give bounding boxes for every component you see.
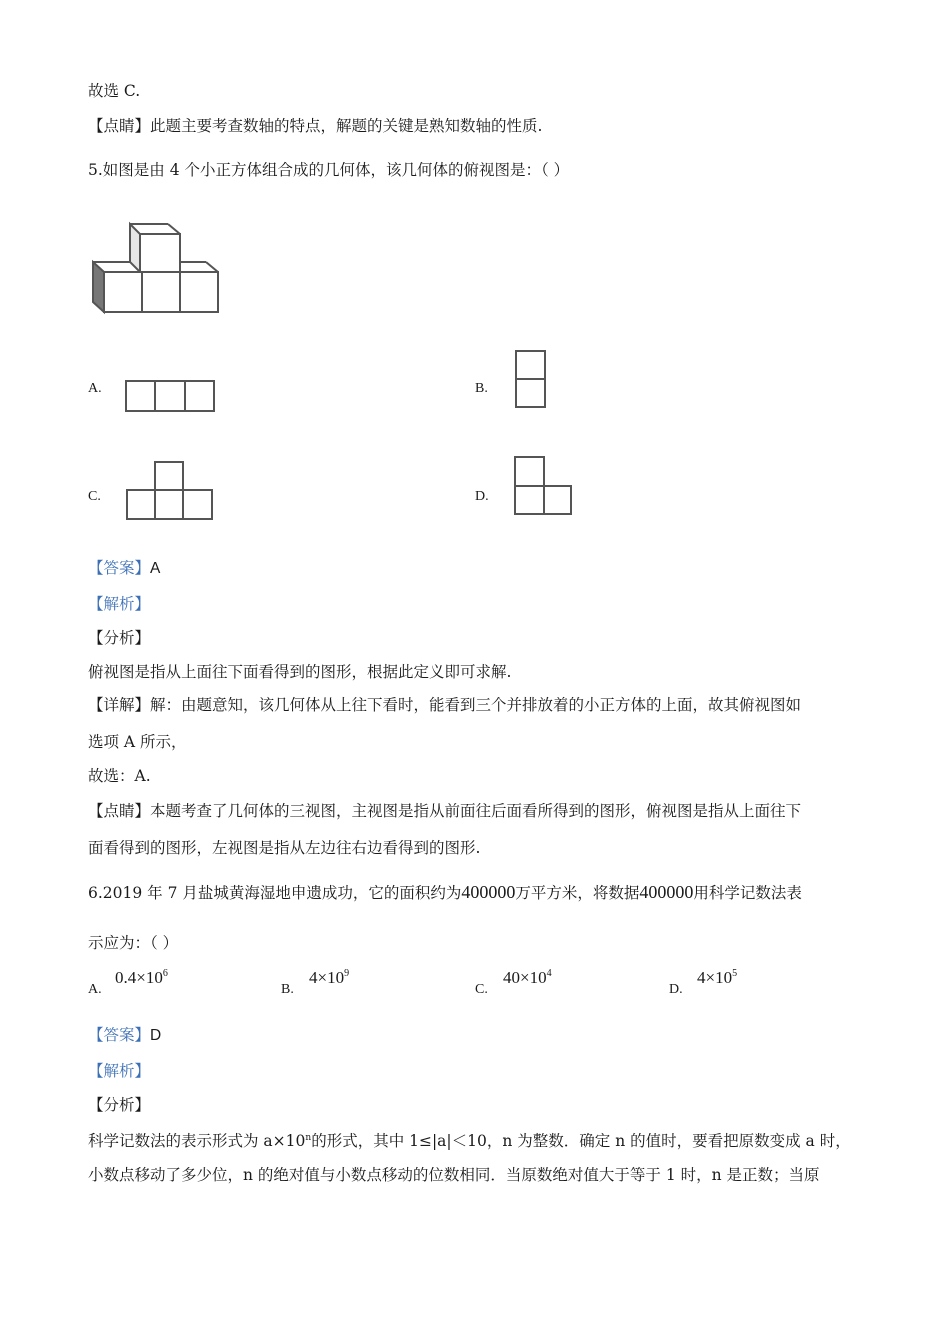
expr-base: 4×10 <box>309 968 345 987</box>
q6-option-c-label: C. <box>475 982 488 997</box>
expr-exp: 6 <box>162 968 168 979</box>
tip-tag: 【点睛】 <box>88 802 151 820</box>
q6-stem-line2: 示应为：（ ） <box>88 934 179 952</box>
stem-pre: 6.2019 年 7 月盐城黄海湿地申遗成功，它的面积约为 <box>88 884 462 902</box>
expr-base: 0.4×10 <box>115 968 163 987</box>
q6-option-d-expr <box>697 968 737 988</box>
q5-detail-line2: 选项 A 所示， <box>88 733 187 751</box>
q5-option-b-figure <box>514 350 548 410</box>
q6-analysis-tag: 【解析】 <box>88 1062 151 1080</box>
stem-number-1: 400000 <box>461 882 516 902</box>
q5-option-a-figure <box>125 380 217 414</box>
q6-stem-line1 <box>88 882 802 903</box>
q5-conclusion: 故选：A. <box>88 767 151 785</box>
detail-text: 解：由题意知，该几何体从上往下看时，能看到三个并排放着的小正方体的上面，故其俯视图如 <box>150 696 802 714</box>
q6-option-b-label: B. <box>281 982 294 997</box>
q5-tip-line2: 面看得到的图形，左视图是指从左边往右边看得到的图形. <box>88 839 481 857</box>
q5-option-d-figure <box>513 455 575 517</box>
q6-fenxi-line2: 小数点移动了多少位，n 的绝对值与小数点移动的位数相同．当原数绝对值大于等于 1 时，n 是正数；当原 <box>88 1166 820 1184</box>
tip-tag: 【点睛】 <box>88 117 151 135</box>
stem-post: 用科学记数法表 <box>693 884 802 902</box>
q5-detail-line1 <box>88 695 801 715</box>
q5-fenxi-tag: 【分析】 <box>88 629 151 647</box>
tip-text: 本题考查了几何体的三视图，主视图是指从前面往后面看所得到的图形，俯视图是指从上面往下 <box>150 802 802 820</box>
q6-answer <box>88 1025 161 1046</box>
expr-exp: 5 <box>732 968 738 979</box>
expr-base: 40×10 <box>503 968 547 987</box>
q5-option-d-label: D. <box>475 489 489 504</box>
q6-fenxi-line1 <box>88 1128 851 1151</box>
answer-value: D <box>150 1027 162 1044</box>
expr-exp: 9 <box>344 968 350 979</box>
answer-tag: 【答案】 <box>88 1026 151 1044</box>
q5-option-c-figure <box>125 460 217 522</box>
fenxi-text-b: 的形式，其中 1≤|a|＜10，n 为整数．确定 n 的值时，要看把原数变成 a 时， <box>311 1132 851 1151</box>
prev-tip <box>88 116 542 136</box>
fenxi-text-a: 科学记数法的表示形式为 a×10 <box>88 1132 306 1151</box>
q5-fenxi-text: 俯视图是指从上面往下面看得到的图形，根据此定义即可求解. <box>88 663 512 681</box>
q5-analysis-tag: 【解析】 <box>88 595 151 613</box>
expr-exp: 4 <box>546 968 552 979</box>
stem-mid: 万平方米，将数据 <box>515 884 640 902</box>
stem-number-2: 400000 <box>639 882 694 902</box>
q5-option-c-label: C. <box>88 489 101 504</box>
answer-value: A <box>150 560 161 577</box>
q5-answer <box>88 558 160 579</box>
q6-option-d-label: D. <box>669 982 683 997</box>
fenxi-exp: n <box>305 1133 312 1143</box>
q5-tip-line1 <box>88 801 801 821</box>
detail-tag: 【详解】 <box>88 696 151 714</box>
answer-tag: 【答案】 <box>88 559 151 577</box>
q6-option-b-expr <box>309 968 349 988</box>
q6-option-c-expr <box>503 968 552 988</box>
tip-text: 此题主要考查数轴的特点，解题的关键是熟知数轴的性质. <box>150 117 543 135</box>
q5-stem: 5.如图是由 4 个小正方体组合成的几何体，该几何体的俯视图是：（ ） <box>88 161 570 179</box>
q6-option-a-expr <box>115 968 168 988</box>
q5-solid-figure <box>88 220 228 320</box>
expr-base: 4×10 <box>697 968 733 987</box>
prev-conclusion: 故选 C. <box>88 82 141 100</box>
q5-option-b-label: B. <box>475 381 488 396</box>
q6-fenxi-tag: 【分析】 <box>88 1096 151 1114</box>
q6-option-a-label: A. <box>88 982 102 997</box>
q5-option-a-label: A. <box>88 381 102 396</box>
